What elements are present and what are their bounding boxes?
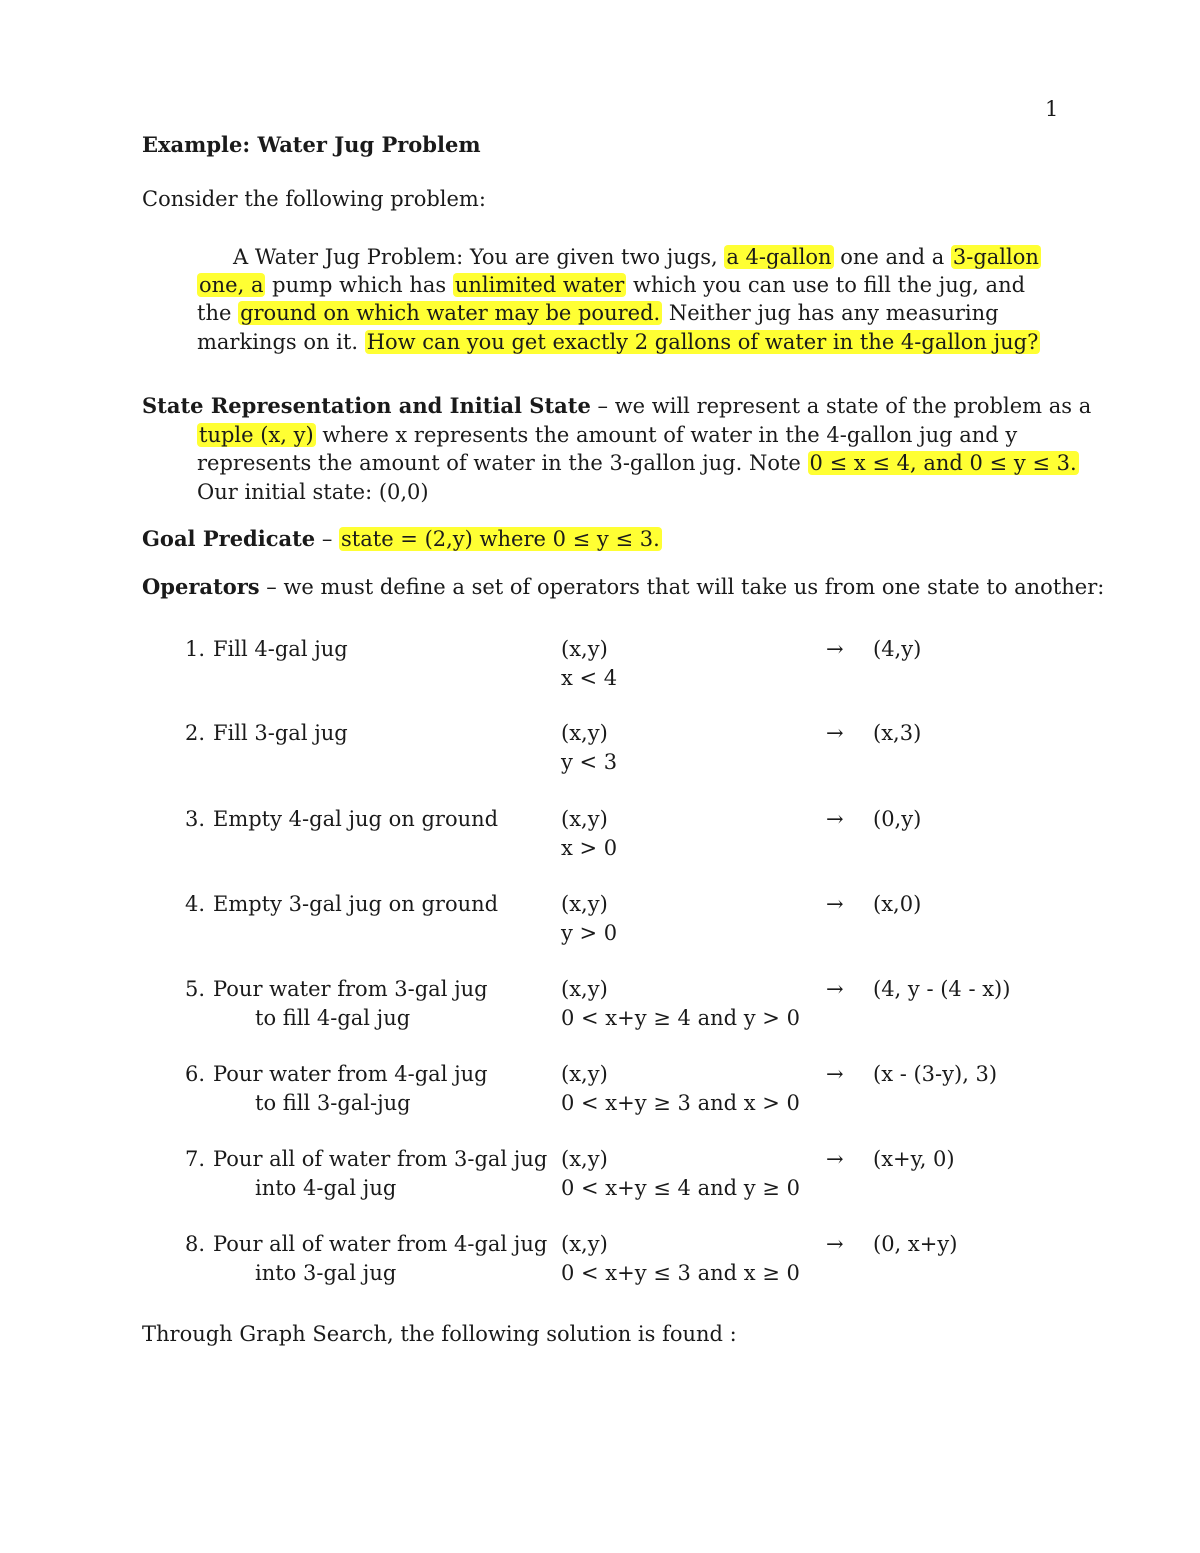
operators-line: Operators – we must define a set of operators that will take us from one state to another: — [142, 574, 1105, 599]
operator-condition: y > 0 — [561, 921, 618, 945]
operator-name: Fill 4-gal jug — [213, 637, 348, 661]
arrow-icon: → — [826, 1147, 844, 1171]
operator-result: (x - (3-y), 3) — [873, 1062, 998, 1086]
highlight-ground: ground on which water may be poured. — [240, 301, 661, 325]
operator-result: (0, x+y) — [873, 1232, 958, 1256]
page-number: 1 — [1045, 97, 1059, 121]
arrow-icon: → — [826, 977, 844, 1001]
operator-number: 3. — [185, 807, 206, 831]
operator-condition: y < 3 — [561, 750, 618, 774]
operator-name: Empty 3-gal jug on ground — [213, 892, 499, 916]
operator-state: (x,y) — [561, 1232, 608, 1256]
operator-condition: x > 0 — [561, 836, 618, 860]
operator-condition: 0 < x+y ≥ 3 and x > 0 — [561, 1091, 800, 1115]
arrow-icon: → — [826, 721, 844, 745]
state-rep-line-2: tuple (x, y) where x represents the amount of water in the 4-gallon jug and y — [199, 423, 1018, 447]
operator-state: (x,y) — [561, 807, 608, 831]
arrow-icon: → — [826, 1232, 844, 1256]
operator-name: Pour water from 4-gal jug — [213, 1062, 488, 1086]
operator-result: (4, y - (4 - x)) — [873, 977, 1011, 1001]
operator-result: (x,0) — [873, 892, 922, 916]
conclusion-text: Through Graph Search, the following solution is found : — [142, 1322, 737, 1346]
operator-state: (x,y) — [561, 721, 608, 745]
operator-state: (x,y) — [561, 1147, 608, 1171]
operator-number: 7. — [185, 1147, 206, 1171]
highlight-tuple: tuple (x, y) — [199, 423, 314, 447]
operator-condition: x < 4 — [561, 666, 618, 690]
state-rep-line-1: State Representation and Initial State – we will represent a state of the problem as a — [142, 393, 1092, 418]
arrow-icon: → — [826, 637, 844, 661]
highlight-unlimited-water: unlimited water — [454, 273, 625, 297]
operator-result: (0,y) — [873, 807, 922, 831]
problem-line-3: the ground on which water may be poured. Neither jug has any measuring — [197, 301, 999, 325]
arrow-icon: → — [826, 807, 844, 831]
state-rep-line-3: represents the amount of water in the 3-gallon jug. Note 0 ≤ x ≤ 4, and 0 ≤ y ≤ 3. — [197, 451, 1077, 475]
operator-condition: 0 < x+y ≤ 3 and x ≥ 0 — [561, 1261, 800, 1285]
goal-line: Goal Predicate – state = (2,y) where 0 ≤ y ≤ 3. — [142, 526, 660, 551]
operator-name: Pour water from 3-gal jug — [213, 977, 488, 1001]
page-title: Example: Water Jug Problem — [142, 132, 481, 157]
arrow-icon: → — [826, 1062, 844, 1086]
problem-line-1: A Water Jug Problem: You are given two jugs, a 4-gallon one and a 3-gallon — [233, 245, 1039, 269]
operator-name: Empty 4-gal jug on ground — [213, 807, 499, 831]
highlight-3-gallon: 3-gallon — [952, 245, 1039, 269]
operator-number: 2. — [185, 721, 206, 745]
operator-number: 1. — [185, 637, 206, 661]
operator-number: 6. — [185, 1062, 206, 1086]
operator-condition: 0 < x+y ≤ 4 and y ≥ 0 — [561, 1176, 800, 1200]
arrow-icon: → — [826, 892, 844, 916]
problem-line-4: markings on it. How can you get exactly 2 gallons of water in the 4-gallon jug? — [197, 330, 1039, 354]
operator-number: 8. — [185, 1232, 206, 1256]
state-rep-line-4: Our initial state: (0,0) — [197, 480, 429, 504]
operator-name: Fill 3-gal jug — [213, 721, 348, 745]
operator-name-cont: to fill 3-gal-jug — [255, 1091, 411, 1115]
highlight-one-a: one, a — [199, 273, 264, 297]
state-rep-heading: State Representation and Initial State — [142, 393, 591, 418]
highlight-4-gallon: a 4-gallon — [726, 245, 832, 269]
operator-result: (4,y) — [873, 637, 922, 661]
intro-text: Consider the following problem: — [142, 187, 486, 211]
operator-state: (x,y) — [561, 637, 608, 661]
operator-number: 5. — [185, 977, 206, 1001]
operator-name: Pour all of water from 4-gal jug — [213, 1232, 548, 1256]
operator-state: (x,y) — [561, 892, 608, 916]
operator-name-cont: into 3-gal jug — [255, 1261, 397, 1285]
operator-state: (x,y) — [561, 977, 608, 1001]
highlight-bounds: 0 ≤ x ≤ 4, and 0 ≤ y ≤ 3. — [809, 451, 1077, 475]
operator-name-cont: to fill 4-gal jug — [255, 1006, 411, 1030]
goal-heading: Goal Predicate — [142, 526, 316, 551]
operator-result: (x,3) — [873, 721, 922, 745]
operator-state: (x,y) — [561, 1062, 608, 1086]
operator-number: 4. — [185, 892, 206, 916]
operator-condition: 0 < x+y ≥ 4 and y > 0 — [561, 1006, 800, 1030]
highlight-question: How can you get exactly 2 gallons of water in the 4-gallon jug? — [366, 330, 1039, 354]
operator-name: Pour all of water from 3-gal jug — [213, 1147, 548, 1171]
problem-line-2: one, a pump which has unlimited water which you can use to fill the jug, and — [199, 273, 1026, 297]
operators-heading: Operators — [142, 574, 260, 599]
operator-result: (x+y, 0) — [873, 1147, 955, 1171]
operator-name-cont: into 4-gal jug — [255, 1176, 397, 1200]
highlight-goal: state = (2,y) where 0 ≤ y ≤ 3. — [341, 527, 660, 551]
